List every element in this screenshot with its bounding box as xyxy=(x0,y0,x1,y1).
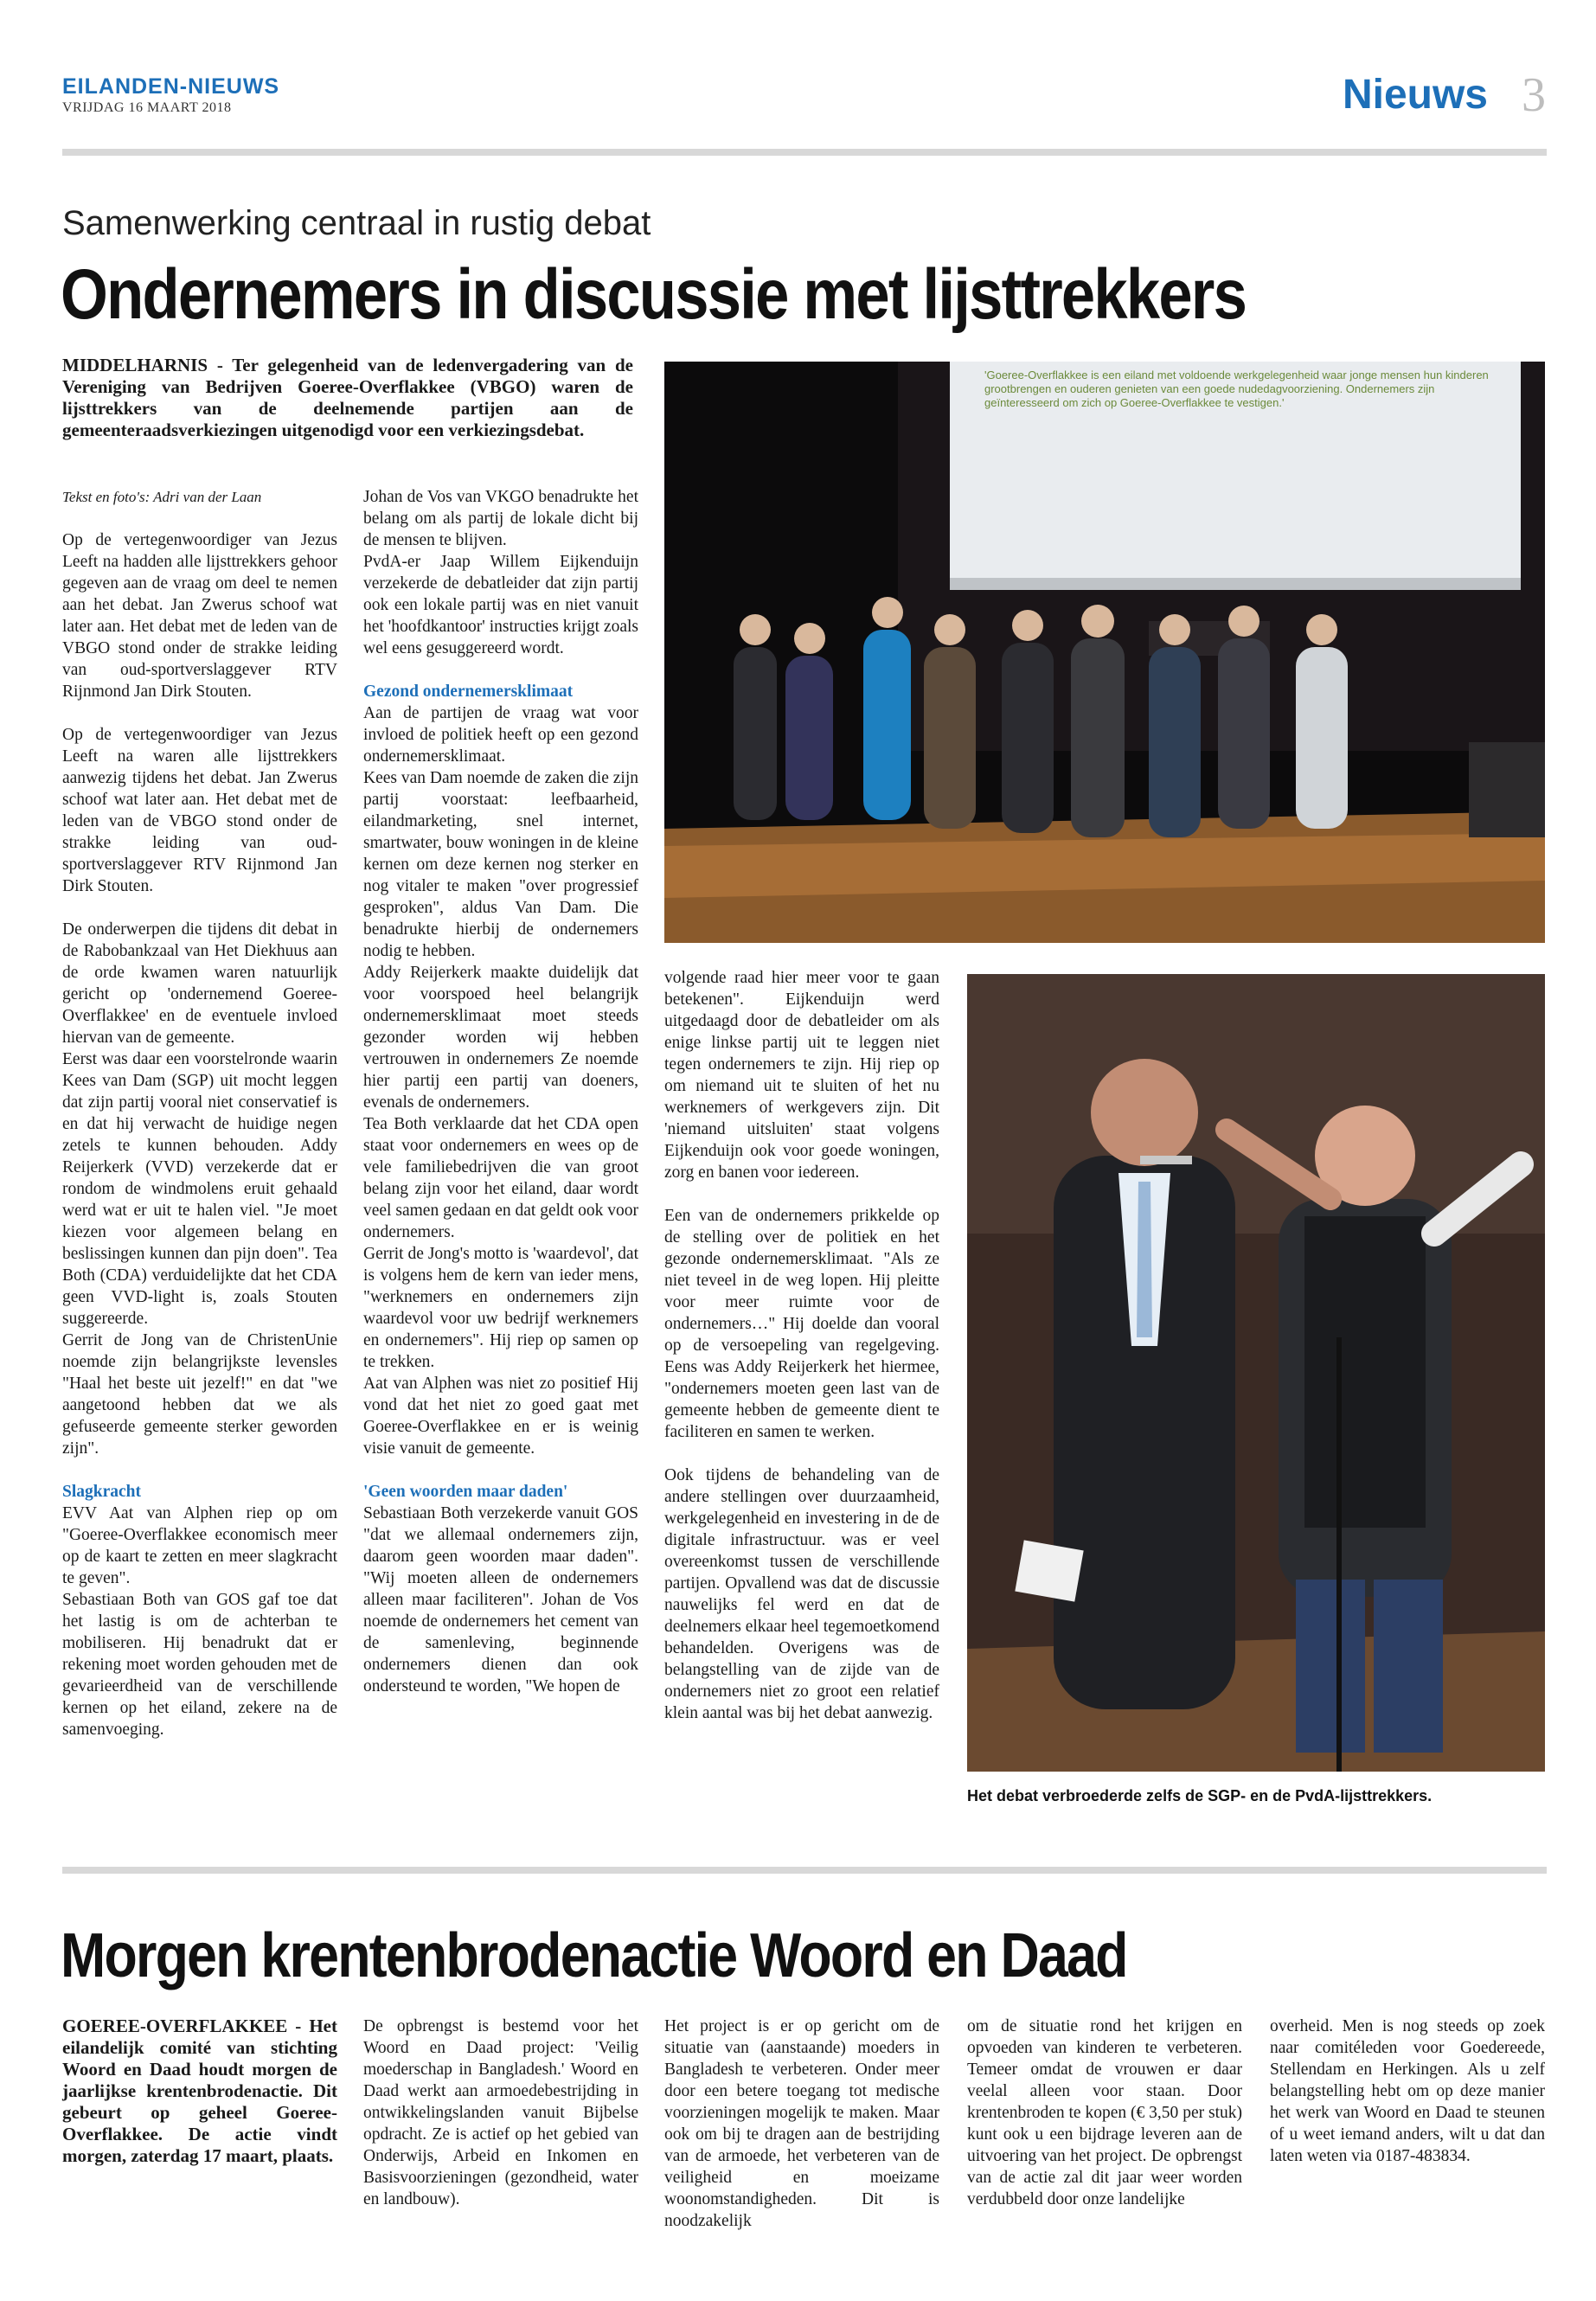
article-column-3 xyxy=(664,967,939,1724)
paragraph: Sebastiaan Both van GOS gaf toe dat het lastig is om de achterban te mobiliseren. Hij benadrukt dat er rekening moet worden gehouden met de gevarieerdheid van de verschillende kernen op het eiland, zekere na de samenvoeging. xyxy=(62,1591,337,1739)
article2-column-4 xyxy=(967,2016,1242,2210)
paragraph: Ook tijdens de behandeling van de andere stellingen over duurzaamheid, werkgelegenheid en investering in de de digitale infrastructuur. was er veel overeenkomst tussen de verschillende partijen. Opvallend was dat de discussie nauwelijks fel werd en dat de deelnemers elkaar heel tegemoetkomend behandelden. Overigens was de belangstelling van de zijde van de ondernemers niet zo groot een relatief klein aantal was bij het debat aanwezig. xyxy=(664,1466,939,1722)
paragraph: Gerrit de Jong's motto is 'waardevol', dat is volgens hem de kern van ieder mens, "werknemers en ondernemers zijn waardevol voor uw bedrijf werknemers en ondernemers". Hij riep op samen op te trekken. xyxy=(363,1245,638,1371)
section-label: Nieuws xyxy=(1342,72,1488,118)
candidates-photo xyxy=(967,974,1545,1772)
article-kicker: Samenwerking centraal in rustig debat xyxy=(62,204,651,242)
photo-caption: Het debat verbroederde zelfs de SGP- en de PvdA-lijsttrekkers. xyxy=(967,1787,1433,1804)
paragraph: overheid. Men is nog steeds op zoek naar comitéleden voor Goedereede, Stellendam en Herkingen. Als u zelf belangstelling hebt om op deze manier het werk van Woord en Daad te steunen of u weet iemand anders, wilt u dat dan laten weten via 0187-483834. xyxy=(1270,2017,1545,2165)
paragraph: om de situatie rond het krijgen en opvoeden van kinderen te verbeteren. Temeer omdat de vrouwen er daar veelal alleen voor staan. Door krentenbroden te kopen (€ 3,50 per stuk) kunt ook u een bijdrage leveren aan de uitvoering van het project. De opbrengst van de actie zal dit jaar weer worden verdubbeld door onze landelijke xyxy=(967,2017,1242,2208)
paragraph: volgende raad hier meer voor te gaan betekenen". Eijkenduijn werd uitgedaagd door de debatleider om als enige linkse partij uit te leggen niet tegen ondernemers te zijn. Hij riep op om niemand uit te sluiten of het nu werknemers of werkgevers zijn. Dit 'niemand uitsluiten' staat volgens Eijkenduijn ook voor goede woningen, zorg en banen voor iedereen. xyxy=(664,969,939,1182)
photo-credit: Tekst en foto's: Adri van der Laan xyxy=(62,489,262,505)
subheading: Slagkracht xyxy=(62,1483,142,1501)
paragraph: Sebastiaan Both verzekerde vanuit GOS "dat we allemaal ondernemers zijn, daarom geen woorden maar daden". "Wij moeten alleen de ondernemers alleen maar faciliteren". Johan de Vos noemde de ondernemers het cement van de samenleving, beginnende ondernemers dienen dan ook ondersteund te worden, "We hopen de xyxy=(363,1504,638,1695)
paragraph: EVV Aat van Alphen riep op om "Goeree-Overflakkee economisch meer op de kaart te zetten en meer slagkracht te geven". xyxy=(62,1504,337,1587)
paragraph: Het project is er op gericht om de situatie van (aanstaande) moeders in Bangladesh te verbeteren. Onder meer door een betere toegang tot medische voorzieningen mogelijk te maken. Maar ook om bij te dragen aan de bestrijding van de armoede, het verbeteren van de veiligheid en moeizame woonomstandigheden. Dit is noodzakelijk xyxy=(664,2017,939,2230)
article2-column-3 xyxy=(664,2016,939,2232)
stage-photo-image xyxy=(664,362,1545,943)
section-divider xyxy=(62,1867,1547,1874)
paragraph: Johan de Vos van VKGO benadrukte het belang om als partij de lokale dicht bij de mensen te blijven. xyxy=(363,488,638,549)
paragraph: Tea Both verklaarde dat het CDA open staat voor ondernemers en wees op de vele familiebedrijven die van groot belang zijn voor het eiland, daar wordt veel samen gedaan en dat geldt ook voor ondernemers. xyxy=(363,1115,638,1241)
article-lead: MIDDELHARNIS - Ter gelegenheid van de ledenvergadering van de Vereniging van Bedrijven Goeree-Overflakkee (VBGO) waren de lijsttrekkers van de deelnemende partijen aan de gemeenteraadsverkiezingen uitgenodigd voor een verkiezingsdebat. xyxy=(62,355,633,440)
issue-date: VRIJDAG 16 MAART 2018 xyxy=(62,100,232,115)
paragraph: De opbrengst is bestemd voor het Woord en Daad project: 'Veilig moederschap in Bangladesh.' Woord en Daad werkt aan armoedebestrijding in ontwikkelingslanden vanuit Bijbelse opdracht. Ze is actief op het gebied van Onderwijs, Arbeid en Inkomen en Basisvoorzieningen (gezondheid, water en landbouw). xyxy=(363,2017,638,2208)
article-column-1 xyxy=(62,486,337,1740)
subheading: 'Geen woorden maar daden' xyxy=(363,1483,568,1501)
paragraph: Kees van Dam noemde de zaken die zijn partij voorstaat: leefbaarheid, eilandmarketing, snel internet, smartwater, bouw woningen in de kleine kernen om deze kernen nog sterker en nog vitaler te maken "over progressief gesproken", aldus Van Dam. Die benadrukte hierbij de ondernemers nodig te hebben. xyxy=(363,769,638,960)
paragraph: Gerrit de Jong van de ChristenUnie noemde zijn belangrijkste levensles "Haal het beste uit jezelf!" en dat "we aangetoond hebben dat we als gefuseerde gemeente sterker geworden zijn". xyxy=(62,1331,337,1458)
paragraph: Aat van Alphen was niet zo positief Hij vond dat het niet zo goed gaat met Goeree-Overflakkee en er is weinig visie vanuit de gemeente. xyxy=(363,1375,638,1458)
paragraph: Aan de partijen de vraag wat voor invloed de politiek heeft op een gezond ondernemersklimaat. xyxy=(363,704,638,766)
paragraph: Op de vertegenwoordiger van Jezus Leeft na waren alle lijsttrekkers aanwezig tijdens het debat. Jan Zwerus schoof wat later aan. Het debat met de leden van de VBGO stond onder de strakke leiding van oud-sportverslaggever RTV Rijnmond Jan Dirk Stouten. xyxy=(62,726,337,895)
paragraph: Addy Reijerkerk maakte duidelijk dat voor voorspoed heel belangrijk ondernemersklimaat moet steeds gezonder worden wij hebben vertrouwen in ondernemers Ze noemde hier partij een partij van doeners, evenals de ondernemers. xyxy=(363,964,638,1112)
paragraph: Een van de ondernemers prikkelde op de stelling over de politiek en het gezonde ondernemersklimaat. "Als ze niet teveel in de weg lopen. Hij pleitte voor meer ruimte voor de ondernemers…" Hij doelde dan vooral op de versoepeling van regelgeving. Eens was Addy Reijerkerk het hiermee, "ondernemers moeten geen last van de gemeente hebben de gemeente dient te faciliteren en samen te werken. xyxy=(664,1207,939,1441)
article2-column-2 xyxy=(363,2016,638,2210)
newspaper-logo: EILANDEN-NIEUWS xyxy=(62,74,280,99)
stage-photo xyxy=(664,362,1545,943)
top-divider xyxy=(62,149,1547,156)
subheading: Gezond ondernemersklimaat xyxy=(363,683,574,701)
article2-column-5 xyxy=(1270,2016,1545,2167)
paragraph: De onderwerpen die tijdens dit debat in de Rabobankzaal van Het Diekhuus aan de orde kwamen waren natuurlijk gericht op 'ondernemend Goeree-Overflakkee' en de eventuele invloed hiervan van de gemeente. xyxy=(62,920,337,1047)
paragraph: Op de vertegenwoordiger van Jezus Leeft na hadden alle lijsttrekkers gehoor gegeven aan de vraag om deel te nemen aan het debat. Jan Zwerus schoof wat later aan. Het debat met de leden van de VBGO stond onder de strakke leiding van oud-sportverslaggever RTV Rijnmond Jan Dirk Stouten. xyxy=(62,531,337,701)
paragraph: Eerst was daar een voorstelronde waarin Kees van Dam (SGP) uit mocht leggen dat zijn partij vooral niet conservatief is en dat hij verwacht de huidige negen zetels te kunnen behouden. Addy Reijerkerk (VVD) verzekerde dat er rondom de windmolens eruit gehaald werd wat er uit te halen viel. "Je moet kiezen voor algemeen belang en beslissingen kunnen dan pijn doen". Tea Both (CDA) verduidelijkte dat het CDA geen VVD-light is, zoals Stouten suggereerde. xyxy=(62,1050,337,1328)
article-column-2 xyxy=(363,486,638,1697)
article-headline: Ondernemers in discussie met lijsttrekkers xyxy=(61,255,1247,334)
candidates-photo-image xyxy=(967,974,1545,1772)
article2-lead: GOEREE-OVERFLAKKEE - Het eilandelijk comité van stichting Woord en Daad houdt morgen de jaarlijkse krentenbrodenactie. Dit gebeurt op geheel Goeree-Overflakkee. De actie vindt morgen, zaterdag 17 maart, plaats. xyxy=(62,2016,337,2166)
page-number: 3 xyxy=(1522,68,1546,122)
paragraph: PvdA-er Jaap Willem Eijkenduijn verzekerde de debatleider dat zijn partij ook een lokale partij was en niet vanuit het 'hoofdkantoor' instructies krijgt zoals wel eens gesuggereerd wordt. xyxy=(363,553,638,657)
article2-headline: Morgen krentenbrodenactie Woord en Daad xyxy=(61,1921,1127,1990)
screen-text: 'Goeree-Overflakkee is een eiland met voldoende werkgelegenheid waar jonge mensen hun kinderen grootbrengen en ouderen genieten van een goede nudedagvoorziening. Ondernemers zijn geïnteresseerd om zich op Goeree-Overflakkee te vestigen.' xyxy=(984,369,1489,409)
